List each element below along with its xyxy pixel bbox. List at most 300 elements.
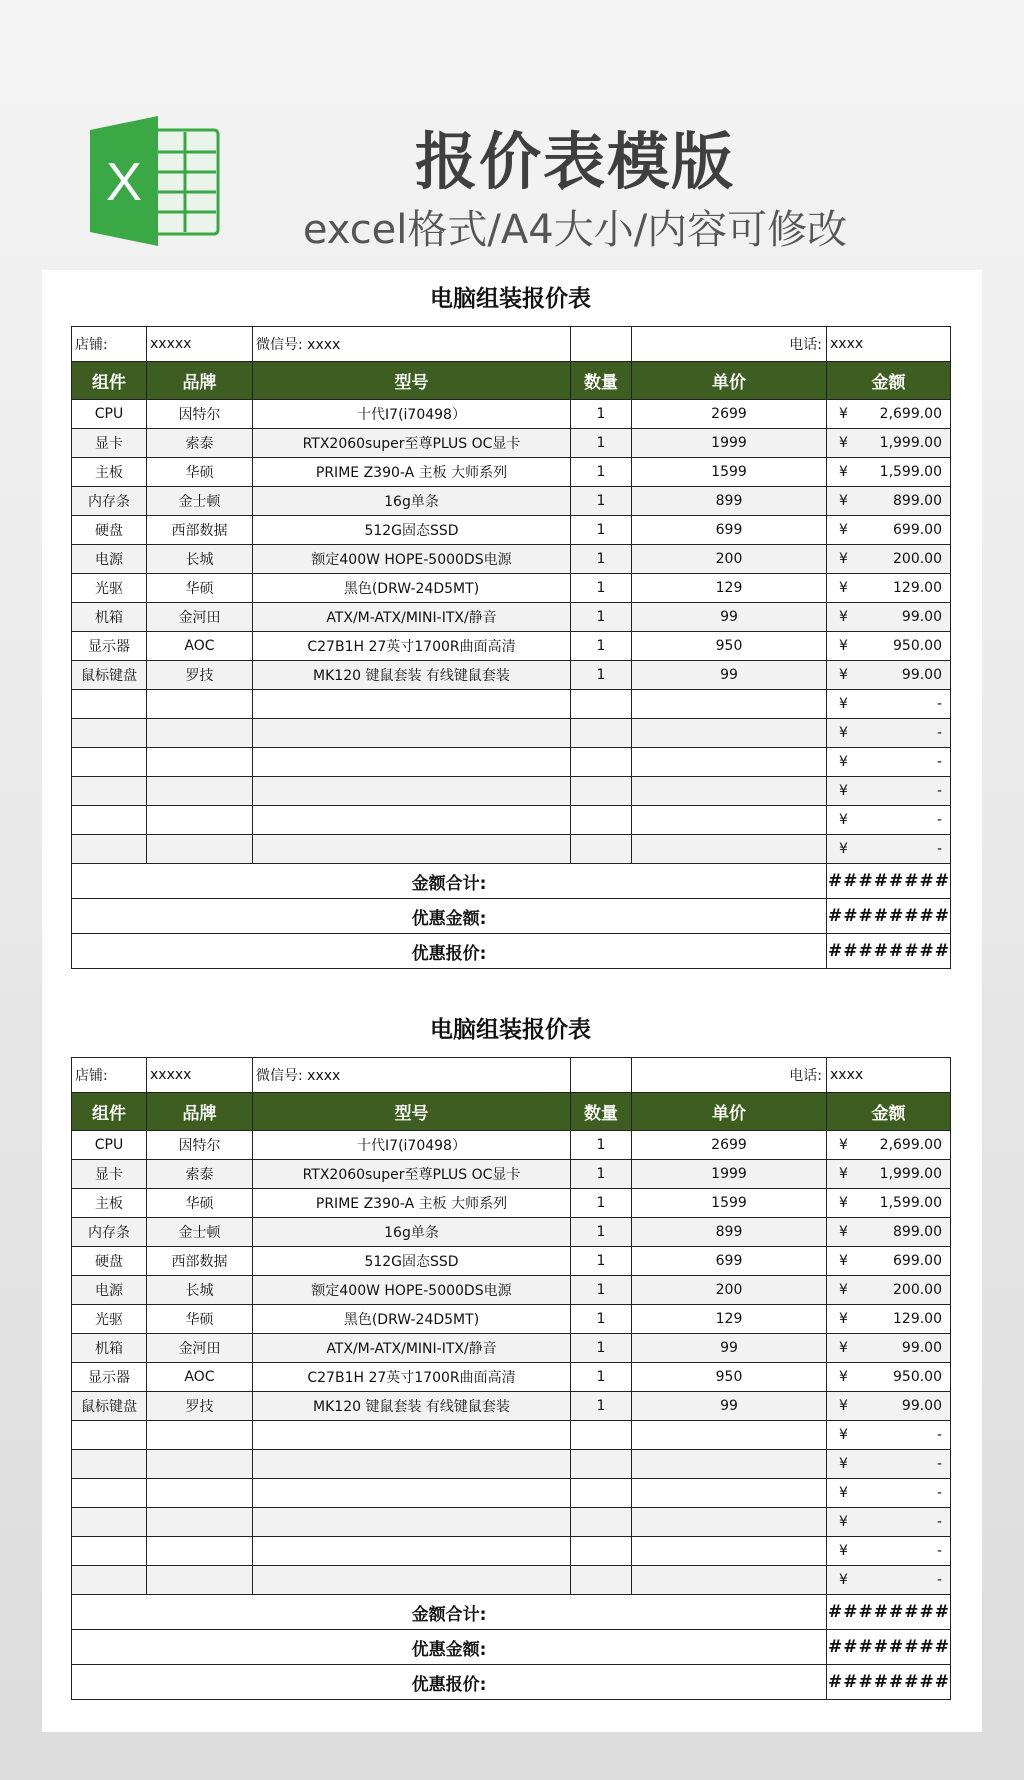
brand-cell[interactable] <box>147 690 253 719</box>
amount-value: 1,599.00 <box>879 464 942 480</box>
unit-price-cell[interactable] <box>632 1450 827 1479</box>
quantity-cell[interactable]: 1 <box>571 1392 632 1421</box>
model-cell[interactable] <box>253 1537 571 1566</box>
amount-cell[interactable] <box>827 1160 951 1189</box>
brand-cell[interactable]: 华硕 <box>147 1305 253 1334</box>
quantity-cell[interactable] <box>571 1450 632 1479</box>
component-cell[interactable]: CPU <box>72 1131 147 1160</box>
quantity-cell[interactable] <box>571 806 632 835</box>
model-cell[interactable]: 16g单条 <box>253 487 571 516</box>
model-cell[interactable]: PRIME Z390-A 主板 大师系列 <box>253 1189 571 1218</box>
model-cell[interactable]: ATX/M-ATX/MINI-ITX/静音 <box>253 603 571 632</box>
unit-price-cell[interactable]: 1599 <box>632 1189 827 1218</box>
amount-cell[interactable] <box>827 545 951 574</box>
banner <box>0 0 1024 268</box>
total-value[interactable]: ######## <box>827 899 951 934</box>
brand-cell[interactable]: 金河田 <box>147 1334 253 1363</box>
amount-value: 950.00 <box>893 638 942 654</box>
currency-symbol: ¥ <box>839 1369 848 1385</box>
currency-symbol: ¥ <box>839 638 848 654</box>
brand-cell[interactable]: 索泰 <box>147 1160 253 1189</box>
quantity-cell[interactable]: 1 <box>571 1218 632 1247</box>
table-row <box>72 806 951 835</box>
amount-value: - <box>936 1456 942 1472</box>
table-row <box>72 516 951 545</box>
model-cell[interactable]: PRIME Z390-A 主板 大师系列 <box>253 458 571 487</box>
quantity-cell[interactable]: 1 <box>571 545 632 574</box>
model-cell[interactable] <box>253 1566 571 1595</box>
amount-cell[interactable] <box>827 1218 951 1247</box>
amount-cell[interactable] <box>827 574 951 603</box>
quantity-cell[interactable] <box>571 835 632 864</box>
model-cell[interactable] <box>253 806 571 835</box>
total-value[interactable]: ######## <box>827 1595 951 1630</box>
amount-cell[interactable] <box>827 429 951 458</box>
unit-price-cell[interactable]: 950 <box>632 632 827 661</box>
table-row <box>72 632 951 661</box>
brand-cell[interactable] <box>147 777 253 806</box>
amount-cell[interactable] <box>827 1537 951 1566</box>
total-row <box>72 934 951 969</box>
brand-cell[interactable]: 华硕 <box>147 1189 253 1218</box>
quantity-cell[interactable]: 1 <box>571 400 632 429</box>
brand-cell[interactable]: 长城 <box>147 1276 253 1305</box>
component-cell[interactable]: CPU <box>72 400 147 429</box>
component-cell[interactable]: 显示器 <box>72 632 147 661</box>
table-row <box>72 719 951 748</box>
model-cell[interactable]: RTX2060super至尊PLUS OC显卡 <box>253 1160 571 1189</box>
unit-price-cell[interactable]: 2699 <box>632 400 827 429</box>
wechat-field[interactable]: 微信号: xxxx <box>253 327 571 362</box>
amount-value: 99.00 <box>901 1398 942 1414</box>
model-cell[interactable] <box>253 1450 571 1479</box>
model-cell[interactable] <box>253 719 571 748</box>
total-label: 优惠金额: <box>72 899 827 934</box>
quote-table <box>71 1057 951 1700</box>
amount-value: 699.00 <box>893 522 942 538</box>
store-label: 店铺: <box>72 1058 147 1093</box>
amount-cell[interactable] <box>827 1566 951 1595</box>
amount-value: 899.00 <box>893 1224 942 1240</box>
amount-cell[interactable] <box>827 719 951 748</box>
amount-cell[interactable] <box>827 777 951 806</box>
unit-price-cell[interactable]: 699 <box>632 1247 827 1276</box>
total-row <box>72 899 951 934</box>
component-cell[interactable] <box>72 1450 147 1479</box>
component-cell[interactable]: 鼠标键盘 <box>72 1392 147 1421</box>
quote-table <box>71 326 951 969</box>
model-cell[interactable]: 512G固态SSD <box>253 516 571 545</box>
amount-cell[interactable] <box>827 1508 951 1537</box>
brand-cell[interactable] <box>147 806 253 835</box>
brand-cell[interactable]: 因特尔 <box>147 1131 253 1160</box>
component-cell[interactable] <box>72 1566 147 1595</box>
amount-cell[interactable] <box>827 516 951 545</box>
model-cell[interactable]: 黑色(DRW-24D5MT) <box>253 1305 571 1334</box>
amount-value: - <box>936 841 942 857</box>
spreadsheet-sheet <box>42 270 982 1732</box>
unit-price-cell[interactable]: 99 <box>632 1392 827 1421</box>
currency-symbol: ¥ <box>839 1514 848 1530</box>
brand-cell[interactable] <box>147 1450 253 1479</box>
component-cell[interactable]: 光驱 <box>72 1305 147 1334</box>
model-cell[interactable]: MK120 键鼠套装 有线键鼠套装 <box>253 1392 571 1421</box>
amount-cell[interactable] <box>827 1421 951 1450</box>
currency-symbol: ¥ <box>839 551 848 567</box>
component-cell[interactable] <box>72 1479 147 1508</box>
brand-cell[interactable]: 金河田 <box>147 603 253 632</box>
currency-symbol: ¥ <box>839 435 848 451</box>
unit-price-cell[interactable]: 899 <box>632 487 827 516</box>
unit-price-cell[interactable]: 699 <box>632 516 827 545</box>
unit-price-cell[interactable]: 1599 <box>632 458 827 487</box>
amount-value: 99.00 <box>901 667 942 683</box>
amount-cell[interactable] <box>827 632 951 661</box>
quote-sheet <box>71 1003 950 1700</box>
amount-cell[interactable] <box>827 1392 951 1421</box>
component-cell[interactable]: 内存条 <box>72 1218 147 1247</box>
amount-value: 99.00 <box>901 609 942 625</box>
amount-cell[interactable] <box>827 487 951 516</box>
quantity-cell[interactable]: 1 <box>571 1189 632 1218</box>
phone-label: 电话: <box>632 1058 827 1093</box>
component-cell[interactable]: 机箱 <box>72 1334 147 1363</box>
amount-cell[interactable] <box>827 748 951 777</box>
unit-price-cell[interactable] <box>632 690 827 719</box>
component-cell[interactable]: 显示器 <box>72 1363 147 1392</box>
quantity-cell[interactable]: 1 <box>571 603 632 632</box>
amount-cell[interactable] <box>827 603 951 632</box>
amount-value: - <box>936 754 942 770</box>
model-cell[interactable]: MK120 键鼠套装 有线键鼠套装 <box>253 661 571 690</box>
quantity-cell[interactable]: 1 <box>571 632 632 661</box>
model-cell[interactable]: 16g单条 <box>253 1218 571 1247</box>
quantity-cell[interactable]: 1 <box>571 1363 632 1392</box>
component-cell[interactable] <box>72 777 147 806</box>
component-cell[interactable]: 主板 <box>72 1189 147 1218</box>
table-row <box>72 748 951 777</box>
currency-symbol: ¥ <box>839 1282 848 1298</box>
unit-price-cell[interactable]: 129 <box>632 1305 827 1334</box>
component-cell[interactable] <box>72 1537 147 1566</box>
column-header: 单价 <box>632 362 827 400</box>
currency-symbol: ¥ <box>839 464 848 480</box>
brand-cell[interactable]: 华硕 <box>147 574 253 603</box>
model-cell[interactable]: C27B1H 27英寸1700R曲面高清 <box>253 632 571 661</box>
amount-value: 2,699.00 <box>879 1137 942 1153</box>
brand-cell[interactable] <box>147 1566 253 1595</box>
table-row <box>72 1160 951 1189</box>
table-row <box>72 1566 951 1595</box>
amount-cell[interactable] <box>827 1247 951 1276</box>
table-row <box>72 1421 951 1450</box>
unit-price-cell[interactable]: 950 <box>632 1363 827 1392</box>
currency-symbol: ¥ <box>839 783 848 799</box>
brand-cell[interactable]: AOC <box>147 632 253 661</box>
currency-symbol: ¥ <box>839 1253 848 1269</box>
unit-price-cell[interactable]: 200 <box>632 1276 827 1305</box>
currency-symbol: ¥ <box>839 1224 848 1240</box>
currency-symbol: ¥ <box>839 1456 848 1472</box>
quantity-cell[interactable]: 1 <box>571 516 632 545</box>
quantity-cell[interactable] <box>571 1537 632 1566</box>
currency-symbol: ¥ <box>839 1137 848 1153</box>
empty-cell[interactable] <box>571 327 632 362</box>
component-cell[interactable] <box>72 719 147 748</box>
table-row <box>72 603 951 632</box>
quantity-cell[interactable]: 1 <box>571 458 632 487</box>
amount-cell[interactable] <box>827 1305 951 1334</box>
empty-cell[interactable] <box>571 1058 632 1093</box>
table-row <box>72 1218 951 1247</box>
table-row <box>72 1334 951 1363</box>
component-cell[interactable]: 显卡 <box>72 1160 147 1189</box>
table-row <box>72 487 951 516</box>
model-cell[interactable]: 额定400W HOPE-5000DS电源 <box>253 1276 571 1305</box>
quantity-cell[interactable]: 1 <box>571 661 632 690</box>
brand-cell[interactable]: 华硕 <box>147 458 253 487</box>
brand-cell[interactable]: 金士顿 <box>147 487 253 516</box>
model-cell[interactable] <box>253 690 571 719</box>
brand-cell[interactable]: AOC <box>147 1363 253 1392</box>
amount-cell[interactable] <box>827 400 951 429</box>
table-row <box>72 1305 951 1334</box>
model-cell[interactable]: C27B1H 27英寸1700R曲面高清 <box>253 1363 571 1392</box>
unit-price-cell[interactable] <box>632 719 827 748</box>
currency-symbol: ¥ <box>839 580 848 596</box>
quantity-cell[interactable]: 1 <box>571 487 632 516</box>
total-value[interactable]: ######## <box>827 1665 951 1700</box>
brand-cell[interactable] <box>147 1479 253 1508</box>
brand-cell[interactable] <box>147 1421 253 1450</box>
quantity-cell[interactable]: 1 <box>571 429 632 458</box>
model-cell[interactable]: 额定400W HOPE-5000DS电源 <box>253 545 571 574</box>
column-header: 型号 <box>253 362 571 400</box>
brand-cell[interactable]: 西部数据 <box>147 1247 253 1276</box>
info-row <box>72 327 951 362</box>
model-cell[interactable]: 黑色(DRW-24D5MT) <box>253 574 571 603</box>
component-cell[interactable] <box>72 690 147 719</box>
amount-value: 1,999.00 <box>879 435 942 451</box>
component-cell[interactable]: 硬盘 <box>72 516 147 545</box>
unit-price-cell[interactable]: 899 <box>632 1218 827 1247</box>
quantity-cell[interactable]: 1 <box>571 574 632 603</box>
unit-price-cell[interactable] <box>632 1421 827 1450</box>
unit-price-cell[interactable]: 1999 <box>632 1160 827 1189</box>
component-cell[interactable]: 电源 <box>72 1276 147 1305</box>
quantity-cell[interactable]: 1 <box>571 1334 632 1363</box>
phone-value[interactable]: xxxx <box>827 1058 951 1093</box>
store-value[interactable]: xxxxx <box>147 327 253 362</box>
brand-cell[interactable]: 金士顿 <box>147 1218 253 1247</box>
component-cell[interactable] <box>72 1421 147 1450</box>
currency-symbol: ¥ <box>839 1195 848 1211</box>
table-row <box>72 1247 951 1276</box>
amount-value: - <box>936 725 942 741</box>
table-row <box>72 690 951 719</box>
component-cell[interactable]: 主板 <box>72 458 147 487</box>
quantity-cell[interactable] <box>571 1421 632 1450</box>
brand-cell[interactable]: 罗技 <box>147 1392 253 1421</box>
phone-label: 电话: <box>632 327 827 362</box>
model-cell[interactable] <box>253 777 571 806</box>
unit-price-cell[interactable]: 99 <box>632 1334 827 1363</box>
brand-cell[interactable] <box>147 1537 253 1566</box>
currency-symbol: ¥ <box>839 754 848 770</box>
amount-cell[interactable] <box>827 835 951 864</box>
currency-symbol: ¥ <box>839 1340 848 1356</box>
page-subtitle: excel格式/A4大小/内容可修改 <box>302 207 848 253</box>
column-header: 金额 <box>827 1093 951 1131</box>
total-label: 金额合计: <box>72 864 827 899</box>
amount-cell[interactable] <box>827 1450 951 1479</box>
component-cell[interactable] <box>72 835 147 864</box>
table-row <box>72 1189 951 1218</box>
brand-cell[interactable] <box>147 835 253 864</box>
quantity-cell[interactable]: 1 <box>571 1160 632 1189</box>
brand-cell[interactable]: 因特尔 <box>147 400 253 429</box>
total-label: 优惠报价: <box>72 934 827 969</box>
table-row <box>72 1479 951 1508</box>
amount-cell[interactable] <box>827 1189 951 1218</box>
unit-price-cell[interactable] <box>632 777 827 806</box>
amount-value: - <box>936 783 942 799</box>
amount-cell[interactable] <box>827 690 951 719</box>
brand-cell[interactable] <box>147 748 253 777</box>
model-cell[interactable]: RTX2060super至尊PLUS OC显卡 <box>253 429 571 458</box>
header-row <box>72 362 951 400</box>
quantity-cell[interactable] <box>571 777 632 806</box>
brand-cell[interactable] <box>147 1508 253 1537</box>
brand-cell[interactable]: 索泰 <box>147 429 253 458</box>
quantity-cell[interactable]: 1 <box>571 1131 632 1160</box>
brand-cell[interactable] <box>147 719 253 748</box>
unit-price-cell[interactable]: 1999 <box>632 429 827 458</box>
model-cell[interactable] <box>253 835 571 864</box>
component-cell[interactable] <box>72 748 147 777</box>
model-cell[interactable] <box>253 1479 571 1508</box>
component-cell[interactable]: 显卡 <box>72 429 147 458</box>
quantity-cell[interactable] <box>571 719 632 748</box>
currency-symbol: ¥ <box>839 841 848 857</box>
column-header: 品牌 <box>147 362 253 400</box>
amount-cell[interactable] <box>827 1479 951 1508</box>
unit-price-cell[interactable]: 99 <box>632 603 827 632</box>
amount-cell[interactable] <box>827 1363 951 1392</box>
unit-price-cell[interactable] <box>632 748 827 777</box>
column-header: 组件 <box>72 1093 147 1131</box>
unit-price-cell[interactable]: 2699 <box>632 1131 827 1160</box>
component-cell[interactable]: 内存条 <box>72 487 147 516</box>
component-cell[interactable]: 电源 <box>72 545 147 574</box>
column-header: 品牌 <box>147 1093 253 1131</box>
unit-price-cell[interactable] <box>632 1508 827 1537</box>
component-cell[interactable]: 鼠标键盘 <box>72 661 147 690</box>
total-value[interactable]: ######## <box>827 1630 951 1665</box>
store-value[interactable]: xxxxx <box>147 1058 253 1093</box>
model-cell[interactable]: 十代I7(i70498） <box>253 400 571 429</box>
quantity-cell[interactable] <box>571 1508 632 1537</box>
column-header: 组件 <box>72 362 147 400</box>
quantity-cell[interactable] <box>571 690 632 719</box>
currency-symbol: ¥ <box>839 1398 848 1414</box>
wechat-field[interactable]: 微信号: xxxx <box>253 1058 571 1093</box>
unit-price-cell[interactable]: 200 <box>632 545 827 574</box>
quantity-cell[interactable] <box>571 748 632 777</box>
store-label: 店铺: <box>72 327 147 362</box>
logo-letter: X <box>105 152 143 212</box>
unit-price-cell[interactable] <box>632 1537 827 1566</box>
total-value[interactable]: ######## <box>827 864 951 899</box>
amount-cell[interactable] <box>827 661 951 690</box>
brand-cell[interactable]: 长城 <box>147 545 253 574</box>
model-cell[interactable] <box>253 1508 571 1537</box>
table-row <box>72 400 951 429</box>
header-row <box>72 1093 951 1131</box>
column-header: 单价 <box>632 1093 827 1131</box>
quantity-cell[interactable] <box>571 1566 632 1595</box>
unit-price-cell[interactable] <box>632 1566 827 1595</box>
total-row <box>72 1665 951 1700</box>
amount-value: - <box>936 812 942 828</box>
column-header: 型号 <box>253 1093 571 1131</box>
amount-cell[interactable] <box>827 806 951 835</box>
table-row <box>72 458 951 487</box>
brand-cell[interactable]: 罗技 <box>147 661 253 690</box>
table-row <box>72 1450 951 1479</box>
component-cell[interactable] <box>72 806 147 835</box>
model-cell[interactable]: 512G固态SSD <box>253 1247 571 1276</box>
amount-value: 129.00 <box>893 580 942 596</box>
component-cell[interactable]: 光驱 <box>72 574 147 603</box>
amount-cell[interactable] <box>827 1334 951 1363</box>
quantity-cell[interactable]: 1 <box>571 1276 632 1305</box>
amount-cell[interactable] <box>827 1276 951 1305</box>
quantity-cell[interactable] <box>571 1479 632 1508</box>
amount-value: 1,999.00 <box>879 1166 942 1182</box>
table-row <box>72 1363 951 1392</box>
amount-cell[interactable] <box>827 458 951 487</box>
quantity-cell[interactable]: 1 <box>571 1247 632 1276</box>
currency-symbol: ¥ <box>839 609 848 625</box>
quote-sheet <box>71 272 950 969</box>
model-cell[interactable]: 十代I7(i70498） <box>253 1131 571 1160</box>
amount-value: 99.00 <box>901 1340 942 1356</box>
model-cell[interactable]: ATX/M-ATX/MINI-ITX/静音 <box>253 1334 571 1363</box>
component-cell[interactable]: 机箱 <box>72 603 147 632</box>
unit-price-cell[interactable] <box>632 1479 827 1508</box>
amount-cell[interactable] <box>827 1131 951 1160</box>
component-cell[interactable]: 硬盘 <box>72 1247 147 1276</box>
model-cell[interactable] <box>253 748 571 777</box>
amount-value: 200.00 <box>893 1282 942 1298</box>
phone-value[interactable]: xxxx <box>827 327 951 362</box>
unit-price-cell[interactable] <box>632 806 827 835</box>
component-cell[interactable] <box>72 1508 147 1537</box>
brand-cell[interactable]: 西部数据 <box>147 516 253 545</box>
currency-symbol: ¥ <box>839 812 848 828</box>
currency-symbol: ¥ <box>839 1427 848 1443</box>
currency-symbol: ¥ <box>839 493 848 509</box>
unit-price-cell[interactable]: 129 <box>632 574 827 603</box>
amount-value: 2,699.00 <box>879 406 942 422</box>
excel-logo-icon <box>90 116 225 246</box>
quantity-cell[interactable]: 1 <box>571 1305 632 1334</box>
unit-price-cell[interactable] <box>632 835 827 864</box>
unit-price-cell[interactable]: 99 <box>632 661 827 690</box>
total-value[interactable]: ######## <box>827 934 951 969</box>
model-cell[interactable] <box>253 1421 571 1450</box>
